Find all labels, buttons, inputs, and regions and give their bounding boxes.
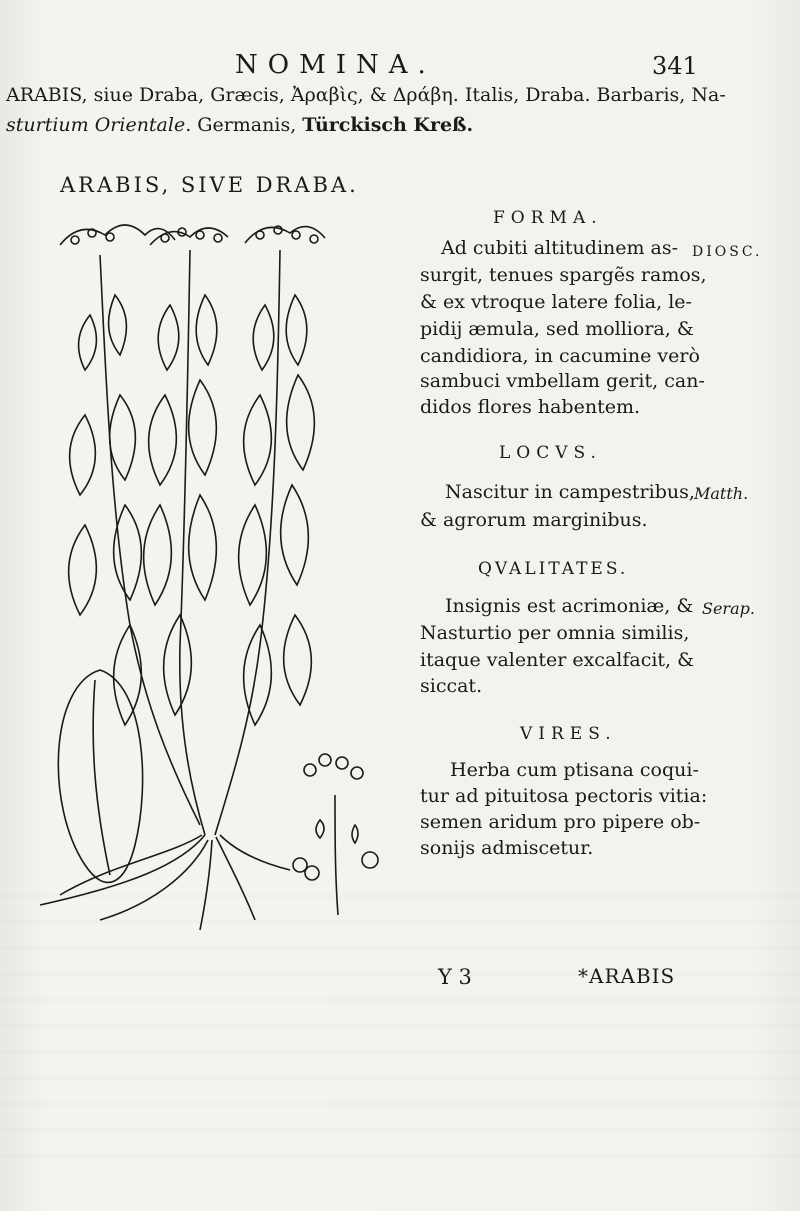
- locus-line-1: Nascitur in campestribus,: [445, 481, 695, 503]
- forma-line-5: candidiora, in cacumine verò: [420, 345, 700, 367]
- show-through-texture: [0, 880, 800, 1180]
- qualitates-line-1: Insignis est acrimoniæ, &: [445, 595, 694, 617]
- side-note-diosc: DIOSC.: [692, 244, 763, 260]
- forma-line-4: pidij æmula, sed molliora, &: [420, 318, 694, 340]
- nomina-oriental-name: sturtium Orientale.: [6, 114, 192, 136]
- section-heading-qualitates: QVALITATES.: [478, 559, 629, 579]
- side-note-matth: Matth.: [694, 484, 749, 503]
- forma-line-3: & ex vtroque latere folia, le-: [420, 291, 692, 313]
- signature-mark: Y 3: [438, 965, 472, 989]
- vires-line-1: Herba cum ptisana coqui-: [450, 759, 699, 781]
- page-number: 341: [652, 52, 698, 80]
- section-heading-locus: LOCVS.: [499, 443, 602, 463]
- vires-line-2: tur ad pituitosa pectoris vitia:: [420, 785, 708, 807]
- forma-line-6: sambuci vmbellam gerit, can-: [420, 370, 705, 392]
- running-head: NOMINA.: [235, 50, 436, 80]
- nomina-line-1: ARABIS, siue Draba, Græcis, Ἀραβὶς, & Δράβη. Italis, Draba. Barbaris, Na-: [6, 84, 726, 106]
- plant-woodcut-illustration: [30, 205, 390, 935]
- nomina-german-name: Türckisch Kreß.: [302, 114, 474, 136]
- qualitates-line-2: Nasturtio per omnia similis,: [420, 622, 690, 644]
- qualitates-line-3: itaque valenter excalfacit, &: [420, 649, 695, 671]
- section-heading-vires: VIRES.: [520, 724, 617, 744]
- forma-line-1: Ad cubiti altitudinem as-: [441, 237, 679, 259]
- nomina-line-2: [6, 114, 473, 136]
- plant-title: ARABIS, SIVE DRABA.: [60, 173, 359, 197]
- vires-line-3: semen aridum pro pipere ob-: [420, 811, 701, 833]
- forma-line-7: didos flores habentem.: [420, 396, 641, 418]
- catchword: *ARABIS: [578, 964, 676, 988]
- forma-line-2: surgit, tenues spargẽs ramos,: [420, 264, 707, 286]
- qualitates-line-4: siccat.: [420, 675, 483, 697]
- basal-leaf: [58, 670, 142, 882]
- flower-cluster: [60, 225, 325, 245]
- side-note-serap: Serap.: [702, 599, 755, 618]
- locus-line-2: & agrorum marginibus.: [420, 509, 648, 531]
- nomina-germanis-label: Germanis,: [191, 114, 303, 136]
- section-heading-forma: FORMA.: [493, 208, 603, 228]
- vires-line-4: sonijs admiscetur.: [420, 837, 594, 859]
